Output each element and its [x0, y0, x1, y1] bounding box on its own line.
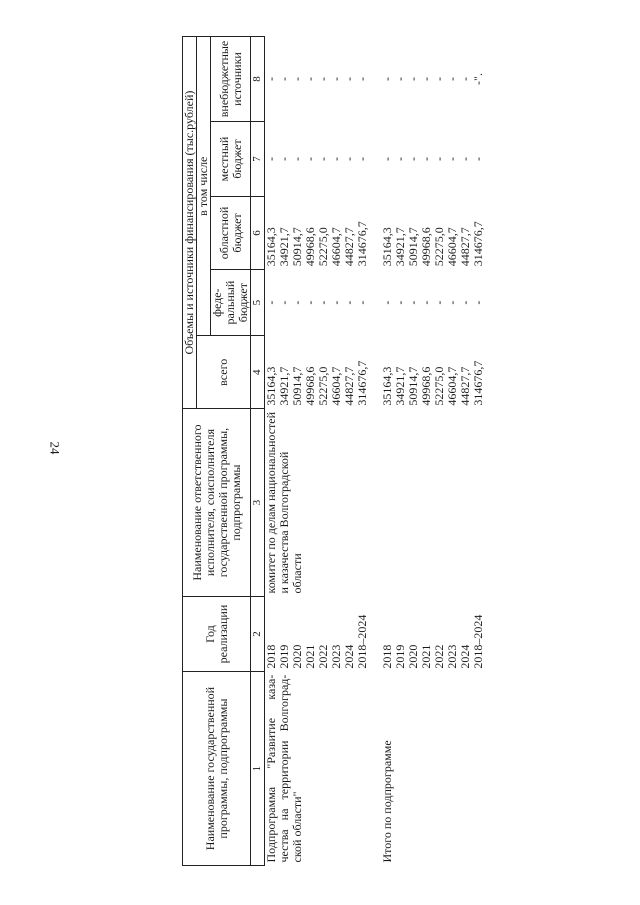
regional-cell: 34921,7 — [277, 227, 291, 267]
extra-cell: - — [277, 76, 291, 81]
local-cell: - — [277, 157, 291, 162]
extra-cell: - — [290, 76, 304, 81]
regional-cell: 49968,6 — [303, 227, 317, 267]
header-program-name: Наименование государственной программы, подпрограммы — [183, 672, 251, 866]
year-cell: 2019 — [393, 644, 407, 669]
year-cell: 2021 — [419, 644, 433, 669]
federal-cell: - — [471, 300, 485, 305]
executor-name: комитет по делам национальностей и казачества Волгоградской области — [264, 411, 304, 594]
local-column — [265, 121, 370, 196]
total-cell: 34921,7 — [393, 366, 407, 406]
local-cell: - — [432, 157, 446, 162]
extra-cell: - — [342, 76, 356, 81]
extra-column — [265, 37, 370, 122]
local-cell: - — [406, 157, 420, 162]
total-cell: 44827,7 — [458, 366, 472, 406]
total-cell: 35164,3 — [264, 366, 278, 406]
total-cell: 34921,7 — [277, 366, 291, 406]
total-cell: 44827,7 — [342, 366, 356, 406]
extra-column — [381, 37, 485, 122]
page-number: 24 — [47, 441, 63, 455]
year-cell: 2020 — [406, 644, 420, 669]
extra-cell: - — [406, 76, 420, 81]
extra-cell: -". — [471, 73, 485, 85]
federal-cell: - — [264, 300, 278, 305]
regional-cell: 49968,6 — [419, 227, 433, 267]
subprogram-name: Подпрограмма "Развитие каза-чества на территории Волгоград-ской области" — [264, 674, 304, 863]
local-cell: - — [316, 157, 330, 162]
regional-cell: 44827,7 — [342, 227, 356, 267]
local-cell: - — [264, 157, 278, 162]
federal-cell: - — [277, 300, 291, 305]
local-cell: - — [303, 157, 317, 162]
column-number: 1 — [251, 672, 265, 866]
year-cell: 2019 — [277, 644, 291, 669]
local-cell: - — [445, 157, 459, 162]
federal-column — [381, 269, 485, 336]
regional-cell: 314676,7 — [355, 221, 369, 267]
total-cell: 52275,0 — [316, 366, 330, 406]
total-cell: 49968,6 — [419, 366, 433, 406]
federal-cell: - — [432, 300, 446, 305]
local-column — [381, 121, 485, 196]
year-cell: 2023 — [445, 644, 459, 669]
section-subprogram — [265, 37, 370, 866]
total-cell: 52275,0 — [432, 366, 446, 406]
federal-cell: - — [445, 300, 459, 305]
local-cell: - — [419, 157, 433, 162]
local-cell: - — [471, 157, 485, 162]
local-cell: - — [342, 157, 356, 162]
year-cell: 2022 — [316, 644, 330, 669]
extra-cell: - — [380, 76, 394, 81]
header-including: в том числе — [197, 37, 211, 336]
column-number: 6 — [251, 197, 265, 270]
year-cell: 2018 — [264, 644, 278, 669]
federal-cell: - — [303, 300, 317, 305]
federal-cell: - — [355, 300, 369, 305]
total-cell: 314676,7 — [355, 360, 369, 406]
total-column — [381, 336, 485, 409]
header-regional: областной бюджет — [211, 197, 251, 270]
year-cell: 2018–2024 — [355, 614, 369, 669]
header-executor: Наименование ответственного исполнителя, соисполнителя государственной программы, подпрограммы — [183, 409, 251, 597]
extra-cell: - — [445, 76, 459, 81]
header-funding: Объемы и источники финансирования (тыс.рублей) — [183, 37, 197, 409]
regional-cell: 50914,7 — [406, 227, 420, 267]
federal-cell: - — [458, 300, 472, 305]
regional-cell: 35164,3 — [264, 227, 278, 267]
federal-column — [265, 269, 370, 336]
total-cell: 50914,7 — [290, 366, 304, 406]
regional-cell: 52275,0 — [316, 227, 330, 267]
federal-cell: - — [419, 300, 433, 305]
year-cell: 2023 — [329, 644, 343, 669]
regional-column — [381, 197, 485, 270]
years-column — [265, 596, 370, 671]
regional-cell: 44827,7 — [458, 227, 472, 267]
local-cell: - — [380, 157, 394, 162]
section-total — [381, 37, 485, 866]
federal-cell: - — [406, 300, 420, 305]
local-cell: - — [355, 157, 369, 162]
total-cell: 46604,7 — [445, 366, 459, 406]
extra-cell: - — [316, 76, 330, 81]
extra-cell: - — [303, 76, 317, 81]
extra-cell: - — [432, 76, 446, 81]
year-cell: 2024 — [458, 644, 472, 669]
regional-cell: 50914,7 — [290, 227, 304, 267]
regional-cell: 46604,7 — [445, 227, 459, 267]
year-cell: 2018–2024 — [471, 614, 485, 669]
total-cell: 314676,7 — [471, 360, 485, 406]
total-cell: 50914,7 — [406, 366, 420, 406]
column-number: 5 — [251, 269, 265, 336]
total-cell: 35164,3 — [380, 366, 394, 406]
extra-cell: - — [458, 76, 472, 81]
federal-cell: - — [393, 300, 407, 305]
column-number: 3 — [251, 409, 265, 597]
local-cell: - — [458, 157, 472, 162]
local-cell: - — [329, 157, 343, 162]
federal-cell: - — [329, 300, 343, 305]
extra-cell: - — [264, 76, 278, 81]
local-cell: - — [290, 157, 304, 162]
year-cell: 2022 — [432, 644, 446, 669]
total-column — [265, 336, 370, 409]
column-number: 2 — [251, 596, 265, 671]
column-number: 4 — [251, 336, 265, 409]
regional-column — [265, 197, 370, 270]
extra-cell: - — [419, 76, 433, 81]
extra-cell: - — [355, 76, 369, 81]
federal-cell: - — [342, 300, 356, 305]
financing-table — [182, 36, 485, 866]
extra-cell: - — [393, 76, 407, 81]
years-column — [381, 596, 485, 671]
header-total: всего — [197, 336, 251, 409]
year-cell: 2024 — [342, 644, 356, 669]
header-federal: феде-ральный бюджет — [211, 269, 251, 336]
header-local: местный бюджет — [211, 121, 251, 196]
regional-cell: 34921,7 — [393, 227, 407, 267]
regional-cell: 35164,3 — [380, 227, 394, 267]
header-year: Год реализации — [183, 596, 251, 671]
total-row-label: Итого по подпрограмме — [380, 740, 394, 863]
rotated-table-container — [182, 36, 632, 866]
federal-cell: - — [290, 300, 304, 305]
year-cell: 2018 — [380, 644, 394, 669]
total-cell: 49968,6 — [303, 366, 317, 406]
regional-cell: 52275,0 — [432, 227, 446, 267]
header-extra: внебюджетные источники — [211, 37, 251, 122]
total-cell: 46604,7 — [329, 366, 343, 406]
local-cell: - — [393, 157, 407, 162]
federal-cell: - — [380, 300, 394, 305]
column-number: 7 — [251, 121, 265, 196]
year-cell: 2020 — [290, 644, 304, 669]
year-cell: 2021 — [303, 644, 317, 669]
extra-cell: - — [329, 76, 343, 81]
federal-cell: - — [316, 300, 330, 305]
regional-cell: 46604,7 — [329, 227, 343, 267]
column-number: 8 — [251, 37, 265, 122]
regional-cell: 314676,7 — [471, 221, 485, 267]
